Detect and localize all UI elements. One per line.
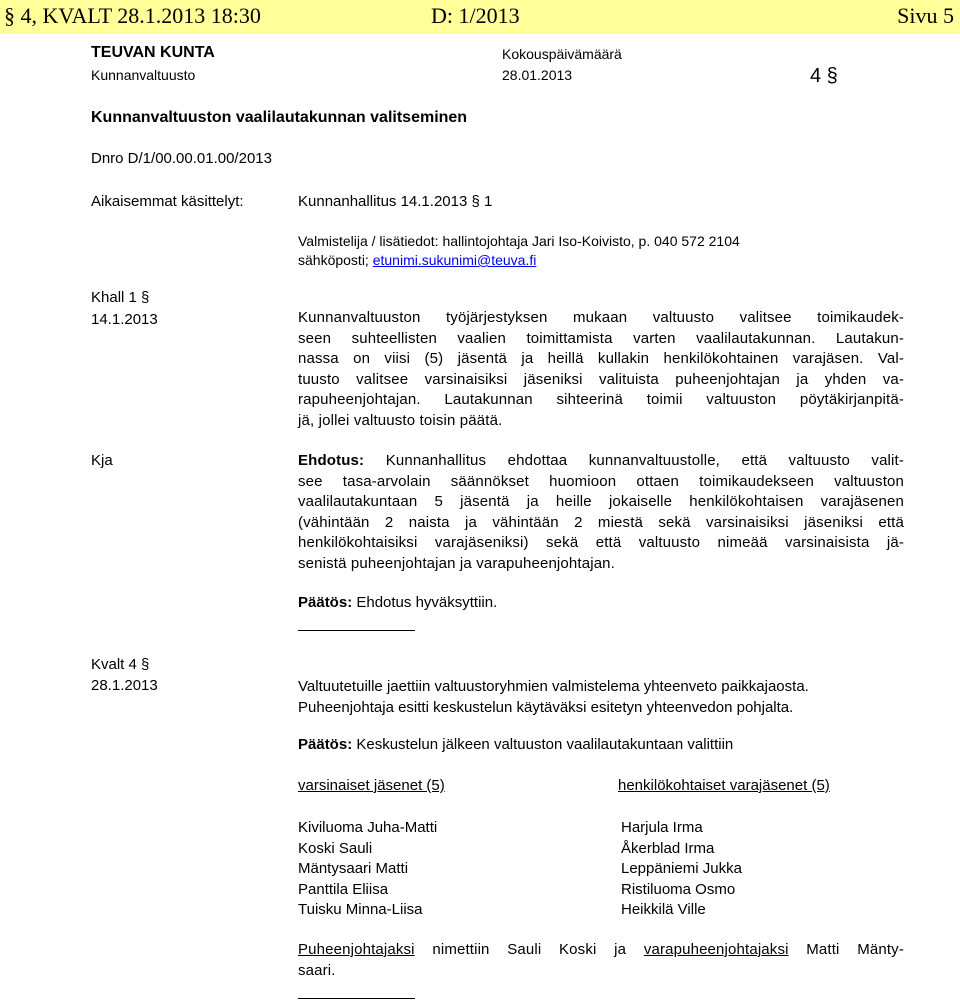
- preparer-email-line: [298, 252, 536, 268]
- kvalt-date: 28.1.2013: [91, 677, 158, 694]
- text-line: Puheenjohtajaksi nimettiin Sauli Koski ja varapuheenjohtajaksi Matti Mänty-: [298, 941, 904, 958]
- meeting-date: 28.01.2013: [502, 67, 573, 83]
- header-document-number: D: 1/2013: [431, 3, 520, 28]
- deputies-list: [621, 818, 742, 921]
- text-line: senistä puheenjohtajan ja varapuheenjohtajan.: [298, 554, 615, 572]
- khall-text: [298, 308, 904, 432]
- text-line: Valtuutetuille jaettiin valtuustoryhmien valmistelema yhteenveto paikkajaosta.: [298, 678, 809, 695]
- kja-decision: Päätös: Ehdotus hyväksyttiin.: [298, 594, 498, 611]
- text-line: nassa on viisi (5) jäsentä ja heillä kullakin henkilökohtainen varajäsen. Val-: [298, 350, 904, 368]
- proposal-label: Ehdotus:: [298, 452, 365, 469]
- text-line: henkilökohtaisiksi varajäseniksi) sekä että valtuusto nimeää varsinaisista jä-: [298, 534, 904, 552]
- list-item: Mäntysaari Matti: [298, 860, 409, 877]
- decision-label: Päätös:: [298, 736, 353, 753]
- earlier-handling-label: Aikaisemmat käsittelyt:: [91, 193, 244, 210]
- meeting-date-label: Kokouspäivämäärä: [502, 46, 622, 62]
- text-line: rapuheenjohtajan. Lautakunnan sihteerinä toimii valtuuston pöytäkirjanpitä-: [298, 391, 904, 409]
- members-heading: varsinaiset jäsenet (5): [298, 777, 445, 794]
- chair-text: [298, 940, 904, 981]
- header-section-ref: § 4, KVALT 28.1.2013 18:30: [4, 3, 261, 28]
- divider-line: [298, 630, 415, 631]
- list-item: Leppäniemi Jukka: [621, 860, 742, 877]
- organ-name: Kunnanvaltuusto: [91, 67, 196, 83]
- kja-label: Kja: [91, 452, 113, 469]
- header-page-number: Sivu 5: [897, 3, 954, 28]
- text-line: (vähintään 2 naista ja vähintään 2 miestä sekä varsinaisiksi jäseniksi että: [298, 513, 904, 531]
- list-item: Kiviluoma Juha-Matti: [298, 819, 438, 836]
- text-line: tuusto valitsee varsinaisiksi jäseniksi valituista puheenjohtajan ja yhden va-: [298, 370, 904, 388]
- page-header-bar: [0, 0, 960, 34]
- list-item: Ristiluoma Osmo: [621, 880, 736, 898]
- divider-line: [298, 998, 415, 999]
- list-item: Panttila Eliisa: [298, 880, 389, 898]
- members-list: [298, 818, 437, 921]
- kvalt-decision: Päätös: Keskustelun jälkeen valtuuston vaalilautakuntaan valittiin: [298, 736, 734, 753]
- list-item: Koski Sauli: [298, 839, 373, 857]
- section-number: 4 §: [810, 65, 838, 87]
- list-item: Harjula Irma: [621, 819, 703, 836]
- vice-chair-label: varapuheenjohtajaksi: [643, 941, 789, 958]
- list-item: Heikkilä Ville: [621, 901, 706, 918]
- text-line: see tasa-arvolain säännökset huomioon ottaen toimikaudekseen valtuuston: [298, 472, 904, 490]
- text-line: Kunnanvaltuuston työjärjestyksen mukaan valtuusto valitsee toimikaudek-: [298, 309, 904, 326]
- text-line: Puheenjohtaja esitti keskustelun käytäväksi esitetyn yhteenvedon pohjalta.: [298, 698, 794, 716]
- preparer-info: Valmistelija / lisätiedot: hallintojohtaja Jari Iso-Koivisto, p. 040 572 2104: [298, 233, 740, 249]
- organization-name: TEUVAN KUNTA: [91, 44, 215, 61]
- list-item: Tuisku Minna-Liisa: [298, 901, 423, 918]
- text-line: seen suhteellisten vaalien toimittamista varten vaalilautakunnan. Lautakun-: [298, 329, 904, 347]
- earlier-handling-value: Kunnanhallitus 14.1.2013 § 1: [298, 193, 493, 210]
- record-number: Dnro D/1/00.00.01.00/2013: [91, 150, 272, 167]
- email-link[interactable]: etunimi.sukunimi@teuva.fi: [372, 252, 537, 268]
- list-item: Åkerblad Irma: [621, 839, 715, 857]
- text-line: saari.: [298, 961, 336, 979]
- kvalt-text: [298, 677, 809, 718]
- text-line: vaalilautakuntaan 5 jäsentä ja heille jokaiselle henkilökohtaisen varajäsenen: [298, 493, 904, 511]
- chair-label: Puheenjohtajaksi: [298, 941, 415, 958]
- page-title: Kunnanvaltuuston vaalilautakunnan valitseminen: [91, 109, 468, 126]
- text-line: Ehdotus: Kunnanhallitus ehdottaa kunnanvaltuustolle, että valtuusto valit-: [298, 452, 904, 469]
- text-line: jä, jollei valtuusto toisin päätä.: [298, 411, 503, 429]
- email-label: sähköposti;: [298, 252, 369, 268]
- kvalt-section-label: Kvalt 4 §: [91, 656, 150, 673]
- khall-date: 14.1.2013: [91, 311, 158, 328]
- khall-section-label: Khall 1 §: [91, 289, 150, 306]
- proposal-text: [298, 451, 904, 575]
- deputies-heading: henkilökohtaiset varajäsenet (5): [618, 777, 830, 794]
- decision-label: Päätös:: [298, 594, 353, 611]
